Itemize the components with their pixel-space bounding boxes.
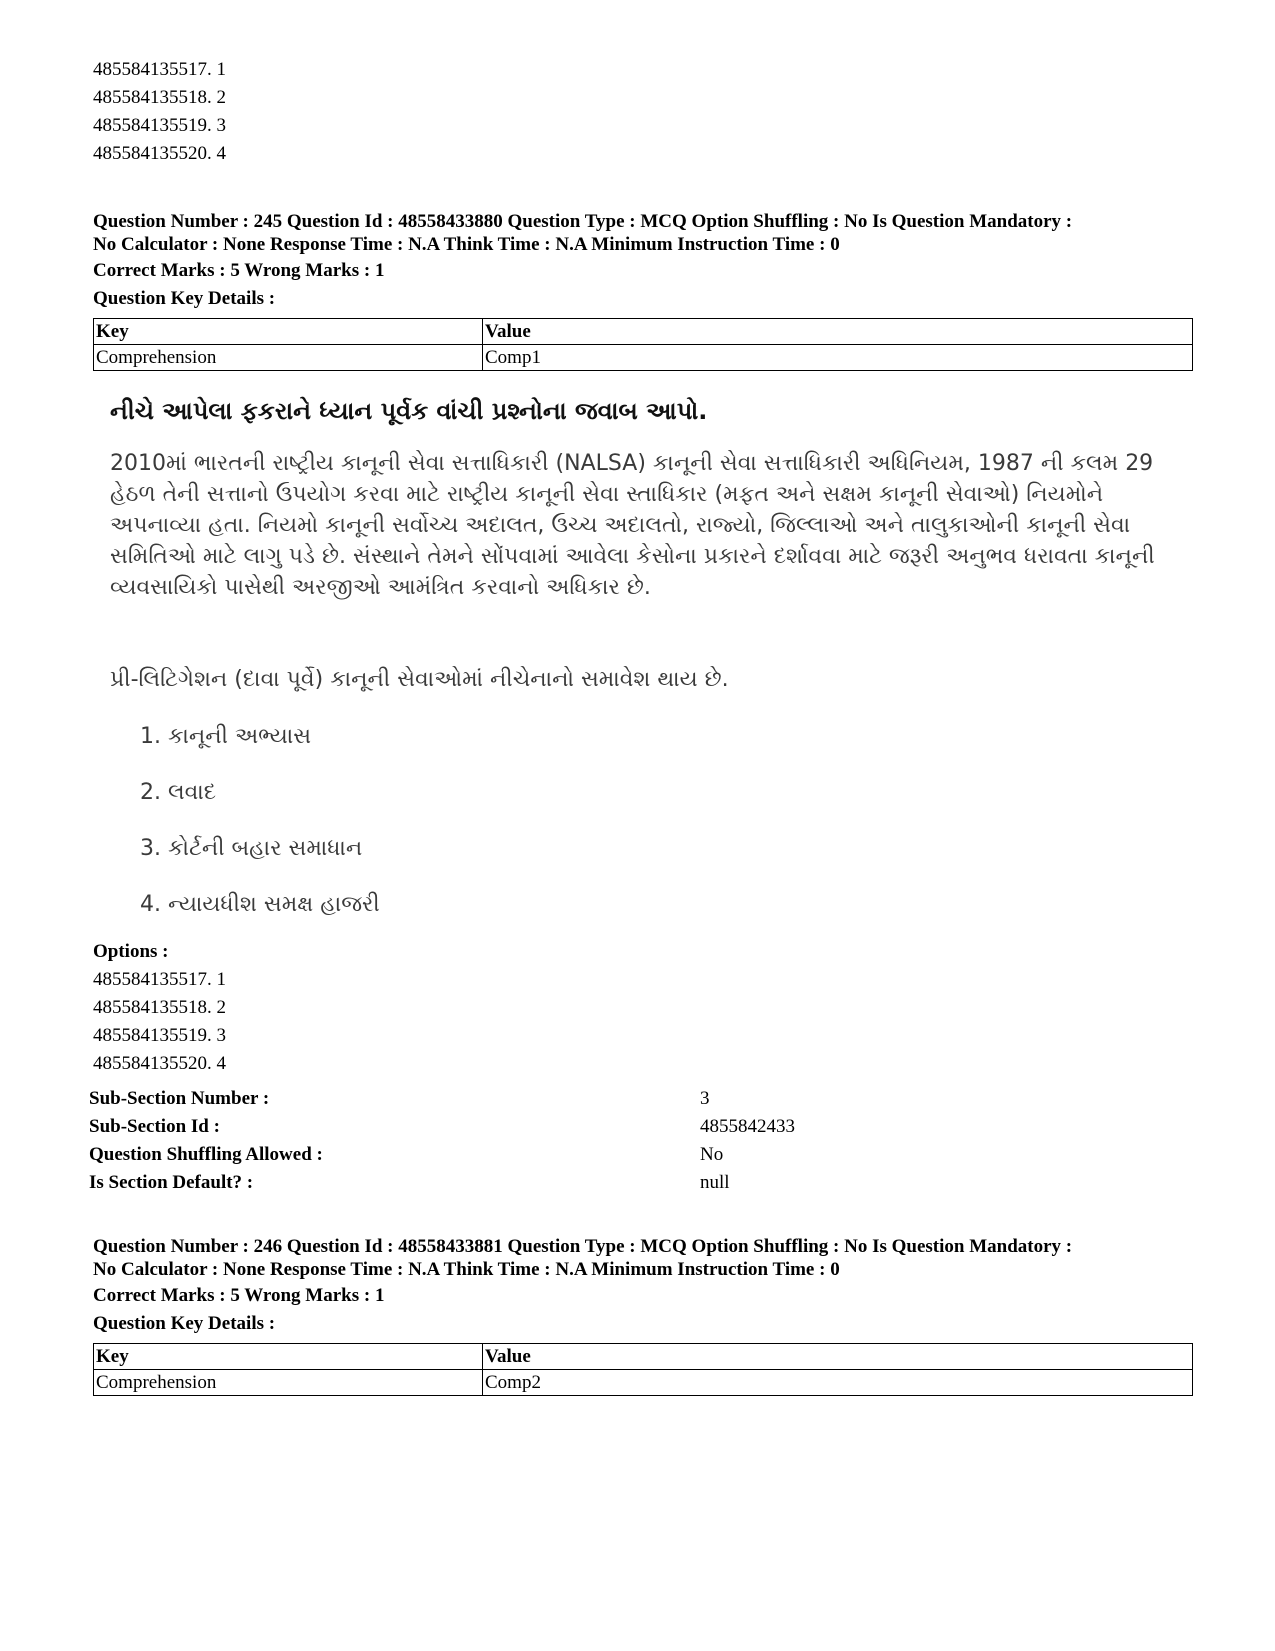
top-option-3: 485584135519. 3 (93, 115, 226, 136)
top-option-4: 485584135520. 4 (93, 143, 226, 164)
statement-item-3: 3. કોર્ટની બહાર સમાધાન (140, 836, 363, 861)
subsection-number-label: Sub-Section Number : (89, 1088, 270, 1109)
q245-key-details-label: Question Key Details : (93, 288, 276, 309)
shuffle-allowed-label: Question Shuffling Allowed : (89, 1144, 323, 1165)
table-row (94, 345, 1193, 371)
q246-marks: Correct Marks : 5 Wrong Marks : 1 (93, 1285, 385, 1306)
section-default-value: null (700, 1172, 730, 1193)
table-head-key: Key (94, 1344, 483, 1370)
table-header-row (94, 319, 1193, 345)
q246-header-line1: Question Number : 246 Question Id : 48558433881 Question Type : MCQ Option Shuffling : No Is Question Mandatory : (93, 1236, 1073, 1257)
table-head-key: Key (94, 319, 483, 345)
subsection-id-value: 4855842433 (700, 1116, 795, 1137)
table-cell-key: Comprehension (94, 345, 483, 371)
subsection-id-label: Sub-Section Id : (89, 1116, 220, 1137)
q246-key-details-label: Question Key Details : (93, 1313, 276, 1334)
top-option-1: 485584135517. 1 (93, 59, 226, 80)
table-cell-value: Comp1 (483, 345, 1193, 371)
q246-key-table (93, 1343, 1193, 1396)
q245-key-table (93, 318, 1193, 371)
q245-marks: Correct Marks : 5 Wrong Marks : 1 (93, 260, 385, 281)
q246-header-line2: No Calculator : None Response Time : N.A Think Time : N.A Minimum Instruction Time : 0 (93, 1259, 840, 1280)
shuffle-allowed-value: No (700, 1144, 724, 1165)
table-cell-value: Comp2 (483, 1370, 1193, 1396)
q246-header (93, 1235, 1193, 1281)
option-3: 485584135519. 3 (93, 1025, 226, 1046)
table-head-value: Value (483, 1344, 1193, 1370)
passage-text: 2010માં ભારતની રાષ્ટ્રીય કાનૂની સેવા સત્તાધિકારી (NALSA) કાનૂની સેવા સત્તાધિકારી અધિનિયમ, 1987 ની કલમ 29 હેઠળ તેની સત્તાનો ઉપયોગ કરવા માટે રાષ્ટ્રીય કાનૂની સેવા સ્તાધિકાર (મફત અને સક્ષમ કાનૂની સેવાઓ) નિયમોને અપનાવ્યા હતા. નિયમો કાનૂની સર્વોચ્ચ અદાલત, ઉચ્ચ અદાલતો, રાજ્યો, જિલ્લાઓ અને તાલુકાઓની કાનૂની સેવા સમિતિઓ માટે લાગુ પડે છે. સંસ્થાને તેમને સોંપવામાં આવેલા કેસોના પ્રકારને દર્શાવવા માટે જરૂરી અનુભવ ધરાવતા કાનૂની વ્યવસાયિકો પાસેથી અરજીઓ આમંત્રિત કરવાનો અધિકાર છે. (110, 451, 1155, 600)
table-row (94, 1370, 1193, 1396)
option-2: 485584135518. 2 (93, 997, 226, 1018)
q245-header (93, 210, 1193, 256)
statement-item-1: 1. કાનૂની અભ્યાસ (140, 724, 312, 749)
statement-item-2: 2. લવાદ (140, 780, 217, 805)
option-1: 485584135517. 1 (93, 969, 226, 990)
q245-header-line2: No Calculator : None Response Time : N.A Think Time : N.A Minimum Instruction Time : 0 (93, 234, 840, 255)
subsection-number-value: 3 (700, 1088, 710, 1109)
table-header-row (94, 1344, 1193, 1370)
q245-header-line1: Question Number : 245 Question Id : 48558433880 Question Type : MCQ Option Shuffling : No Is Question Mandatory : (93, 211, 1073, 232)
section-default-label: Is Section Default? : (89, 1172, 254, 1193)
top-option-2: 485584135518. 2 (93, 87, 226, 108)
question-text: પ્રી-લિટિગેશન (દાવા પૂર્વે) કાનૂની સેવાઓમાં નીચેનાનો સમાવેશ થાય છે. (110, 667, 729, 692)
options-label: Options : (93, 941, 169, 962)
statement-item-4: 4. ન્યાયધીશ સમક્ષ હાજરી (140, 892, 380, 917)
table-head-value: Value (483, 319, 1193, 345)
option-4: 485584135520. 4 (93, 1053, 226, 1074)
passage-instruction: નીચે આપેલા ફકરાને ધ્યાન પૂર્વક વાંચી પ્રશ્નોના જવાબ આપો. (110, 397, 708, 425)
table-cell-key: Comprehension (94, 1370, 483, 1396)
